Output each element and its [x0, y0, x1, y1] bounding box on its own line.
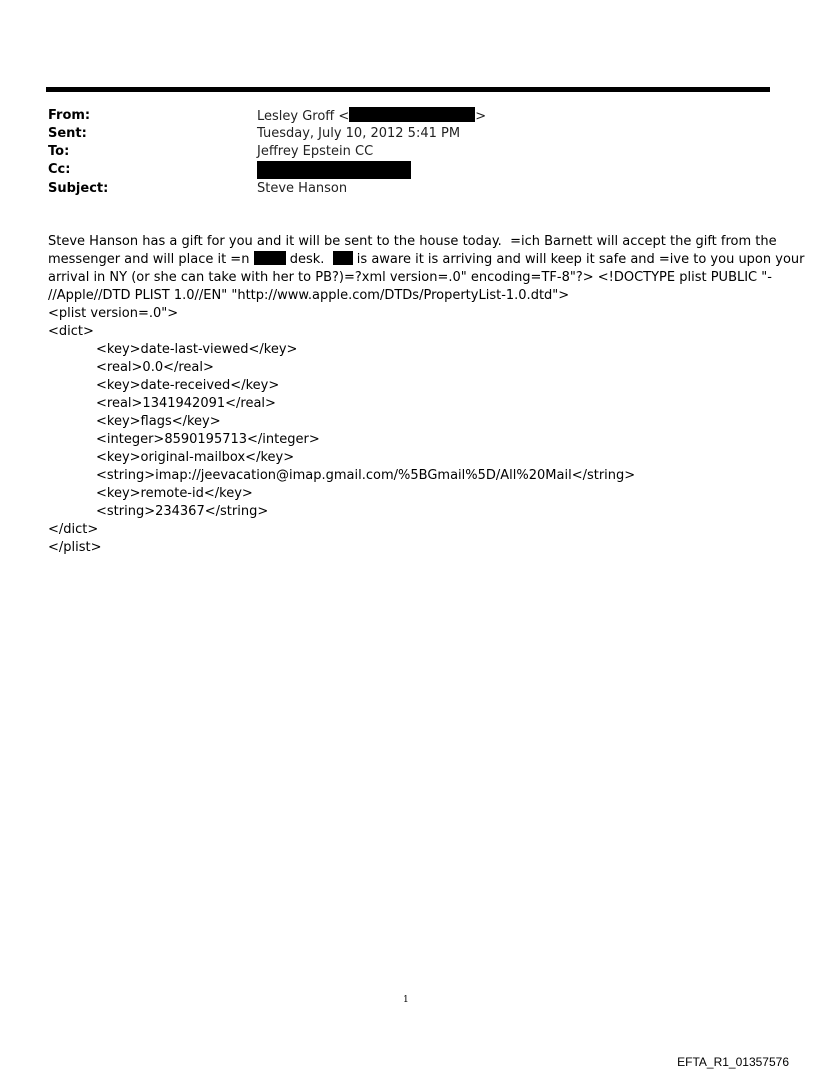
subject-label: Subject: — [48, 181, 109, 196]
plist-line: <key>remote-id</key> — [96, 486, 253, 501]
plist-line: <real>0.0</real> — [96, 360, 214, 375]
to-label: To: — [48, 144, 70, 159]
page-number: 1 — [403, 995, 409, 1005]
plist-line: <key>flags</key> — [96, 414, 221, 429]
body-text-segment: desk. — [285, 252, 333, 267]
body-line: //Apple//DTD PLIST 1.0//EN" "http://www.apple.com/DTDs/PropertyList-1.0.dtd"> — [48, 288, 570, 303]
body-line: <plist version=.0"> — [48, 306, 179, 321]
plist-line: <key>date-received</key> — [96, 378, 280, 393]
subject-value: Steve Hanson — [257, 181, 348, 196]
redaction-block — [254, 251, 286, 265]
top-rule-divider — [46, 87, 770, 92]
body-line: </dict> — [48, 522, 99, 537]
body-text-segment: messenger and will place it =n — [48, 252, 254, 267]
plist-line: <key>date-last-viewed</key> — [96, 342, 298, 357]
plist-line: <string>imap://jeevacation@imap.gmail.com/%5BGmail%5D/All%20Mail</string> — [96, 468, 636, 483]
cc-label: Cc: — [48, 162, 71, 177]
body-line: arrival in NY (or she can take with her to PB?)=?xml version=.0" encoding=TF-8"?> <!DOCTYPE plist PUBLIC "- — [48, 270, 772, 285]
body-line: Steve Hanson has a gift for you and it will be sent to the house today. =ich Barnett will accept the gift from the — [48, 234, 777, 249]
redaction-block — [349, 107, 475, 122]
plist-line: <string>234367</string> — [96, 504, 269, 519]
body-line: <dict> — [48, 324, 94, 339]
from-name: Lesley Groff < — [257, 109, 350, 124]
document-id: EFTA_R1_01357576 — [677, 1055, 789, 1069]
email-body — [48, 233, 805, 557]
body-text-segment: is aware it is arriving and will keep it safe and =ive to you upon your — [352, 252, 805, 267]
plist-line: <real>1341942091</real> — [96, 396, 276, 411]
plist-line: <integer>8590195713</integer> — [96, 432, 320, 447]
to-value: Jeffrey Epstein CC — [257, 144, 374, 159]
redaction-block — [257, 161, 411, 179]
plist-line: <key>original-mailbox</key> — [96, 450, 295, 465]
body-line: </plist> — [48, 540, 102, 555]
from-value — [257, 107, 486, 126]
body-line — [48, 251, 805, 269]
redaction-block — [333, 251, 353, 265]
from-label: From: — [48, 108, 91, 123]
sent-label: Sent: — [48, 126, 87, 141]
sent-value: Tuesday, July 10, 2012 5:41 PM — [257, 126, 461, 141]
from-close: > — [475, 109, 487, 124]
